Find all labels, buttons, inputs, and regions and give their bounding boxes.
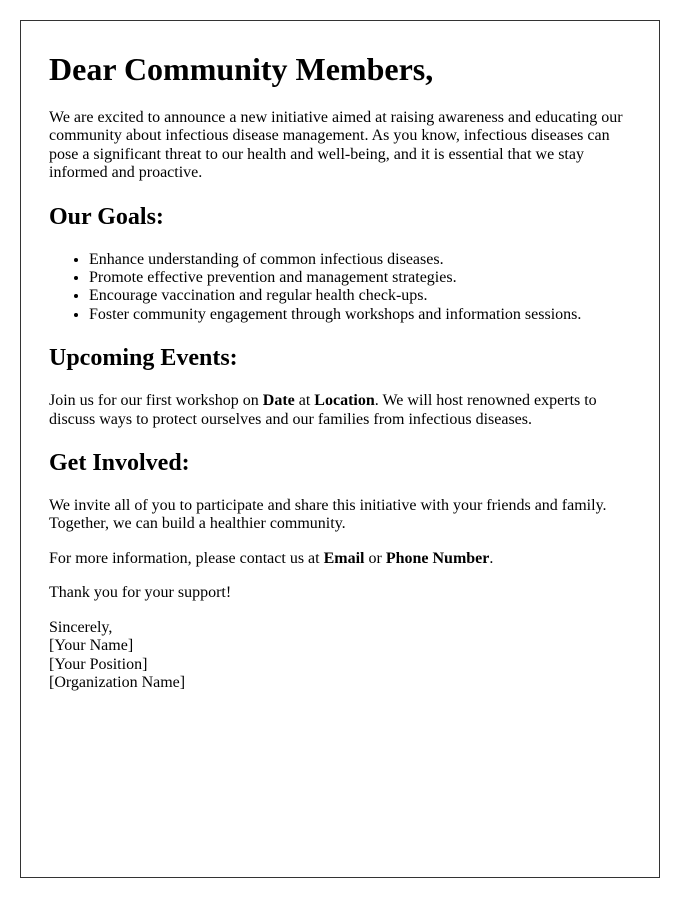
contact-email: Email	[323, 549, 365, 567]
event-date: Date	[262, 392, 295, 410]
letter-page	[20, 20, 660, 878]
event-location: Location	[314, 392, 375, 410]
goals-heading: Our Goals:	[49, 203, 164, 230]
goal-item: • Enhance understanding of common infectious diseases.	[89, 251, 631, 269]
events-paragraph	[49, 392, 631, 429]
signature-organization: [Organization Name]	[49, 673, 186, 691]
signature-position: [Your Position]	[49, 655, 148, 673]
signature-closing: Sincerely,	[49, 618, 113, 636]
contact-text-after: .	[489, 549, 494, 567]
contact-text-before: For more information, please contact us at	[49, 549, 324, 567]
goal-item: • Encourage vaccination and regular health check-ups.	[89, 287, 631, 305]
intro-paragraph: We are excited to announce a new initiative aimed at raising awareness and educating our community about infectious disease management. As you know, infectious diseases can pose a significant threat to our health and well-being, and it is essential that we stay informed and proactive.	[49, 109, 623, 182]
events-text-between: at	[294, 392, 315, 410]
events-text-before-date: Join us for our first workshop on	[49, 392, 263, 410]
involved-paragraph: We invite all of you to participate and share this initiative with your friends and family. Together, we can build a healthier community.	[49, 497, 607, 533]
involved-heading: Get Involved:	[49, 450, 190, 477]
goal-item: • Promote effective prevention and management strategies.	[89, 269, 631, 287]
contact-text-or: or	[364, 549, 386, 567]
events-text-after: . We will host renowned experts to discuss ways to protect ourselves and our families from infectious diseases.	[49, 392, 597, 428]
events-heading: Upcoming Events:	[49, 345, 238, 372]
goals-list	[49, 251, 631, 325]
contact-paragraph	[49, 550, 631, 568]
signature-name: [Your Name]	[49, 637, 134, 655]
contact-phone: Phone Number	[385, 549, 490, 567]
greeting-heading: Dear Community Members,	[49, 51, 434, 87]
goal-item: • Foster community engagement through workshops and information sessions.	[89, 306, 631, 324]
signature-block	[49, 619, 631, 693]
thanks-paragraph: Thank you for your support!	[49, 584, 232, 602]
